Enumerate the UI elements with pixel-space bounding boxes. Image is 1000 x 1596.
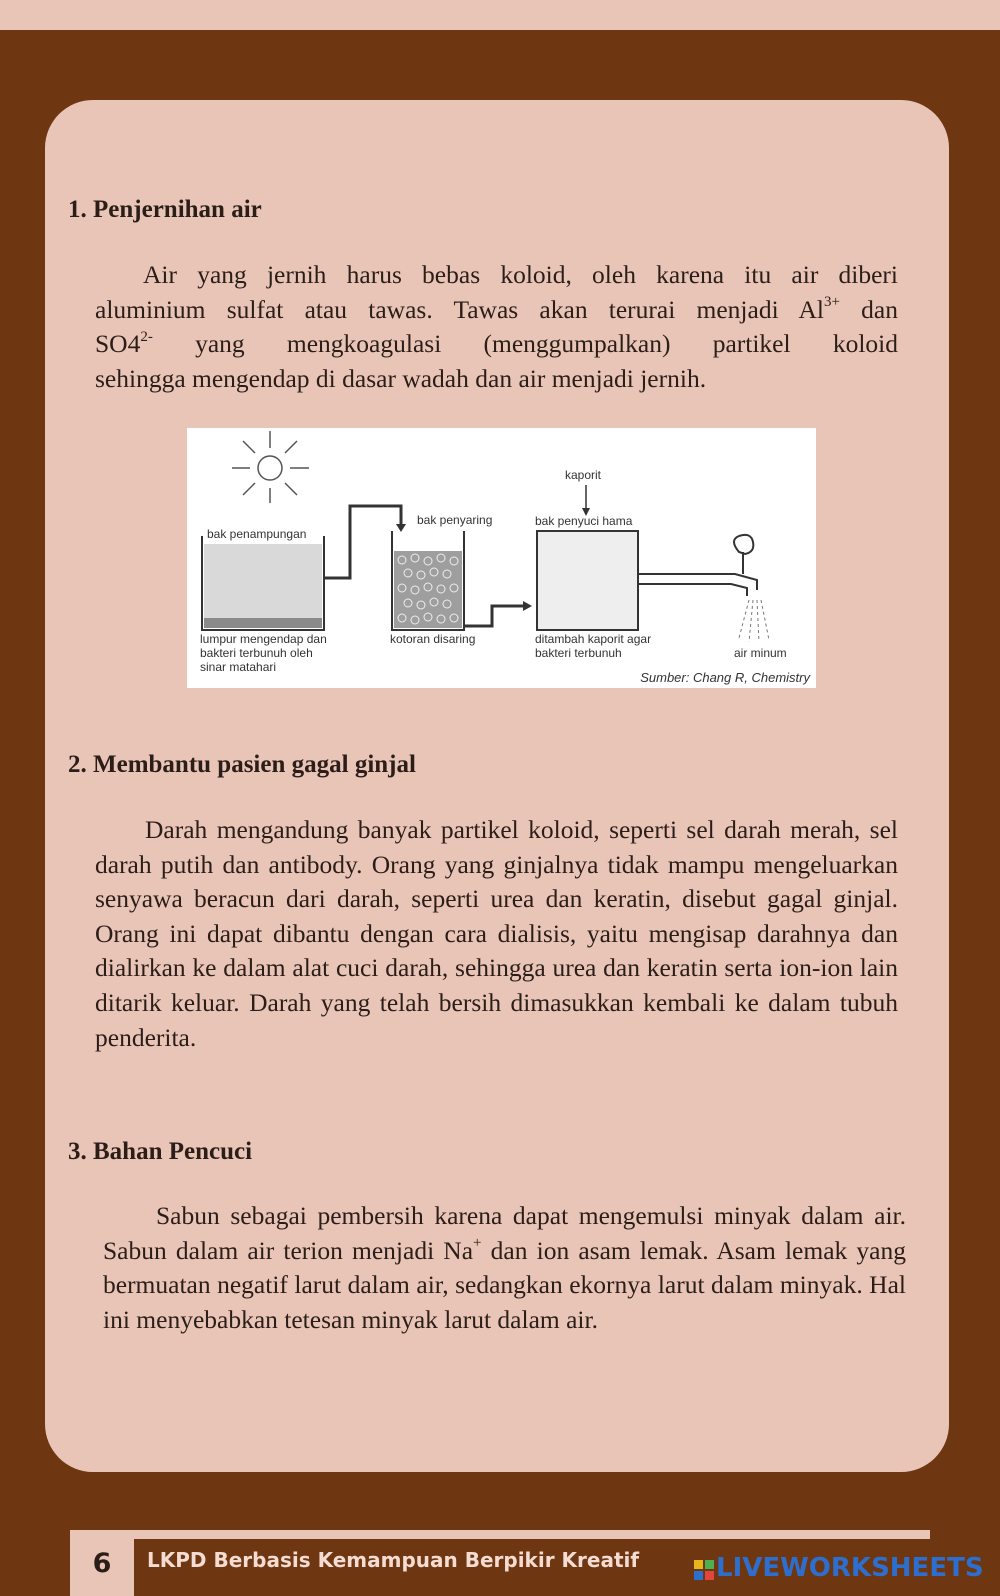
label-lumpur-1: lumpur mengendap dan (200, 632, 327, 646)
figure-source: Sumber: Chang R, Chemistry (640, 670, 810, 685)
label-lumpur-3: sinar matahari (200, 660, 277, 674)
filter-gravel (394, 551, 462, 628)
top-band (0, 0, 1000, 30)
label-ditambah-1: ditambah kaporit agar (535, 632, 652, 646)
footer-title: LKPD Berbasis Kemampuan Berpikir Kreatif (147, 1548, 640, 1572)
liveworksheets-brand[interactable]: LIVEWORKSHEETS (716, 1553, 984, 1583)
label-bak-penampungan: bak penampungan (207, 527, 307, 541)
settling-water (204, 544, 322, 628)
tap-icon (734, 535, 753, 574)
sediment (204, 618, 322, 628)
section1-heading: 1. Penjernihan air (68, 196, 262, 223)
label-air-minum: air minum (734, 646, 787, 660)
section2-paragraph: Darah mengandung banyak partikel koloid, seperti sel darah merah, sel darah putih dan antibody. Orang yang ginjalnya tidak mampu mengeluarkan senyawa beracun dari darah, seperti urea dan keratin, disebut gagal ginjal. Orang ini dapat dibantu dengan cara dialisis, yaitu mengisap darahnya dan dialirkan ke dalam alat cuci darah, sehingga urea dan keratin serta ion-ion lain ditarik keluar. Darah yang telah bersih dimasukkan kembali ke dalam tubuh penderita. (95, 815, 898, 1052)
section2-heading: 2. Membantu pasien gagal ginjal (68, 751, 416, 778)
label-kaporit: kaporit (565, 468, 602, 482)
page-number: 6 (70, 1539, 134, 1596)
footer-line (70, 1530, 930, 1539)
disinfection-tank (537, 531, 638, 630)
label-bak-penyuci-hama: bak penyuci hama (535, 514, 633, 528)
label-lumpur-2: bakteri terbunuh oleh (200, 646, 313, 660)
label-ditambah-2: bakteri terbunuh (535, 646, 622, 660)
liveworksheets-logo-icon (694, 1560, 714, 1580)
section1-paragraph: Air yang jernih harus bebas koloid, oleh karena itu air diberi aluminium sulfat atau tawas. Tawas akan terurai menjadi $Al^{3+}$ dan $SO4^{2-}$ yang mengkoagulasi (menggumpalkan) partikel koloid sehingga mengendap di dasar wadah dan air menjadi jernih. (95, 260, 898, 393)
sun-icon (232, 431, 309, 503)
label-bak-penyaring: bak penyaring (417, 513, 493, 527)
section3-heading: 3. Bahan Pencuci (68, 1138, 253, 1165)
water-spray (739, 600, 769, 642)
water-purification-diagram (187, 428, 816, 688)
label-kotoran: kotoran disaring (390, 632, 476, 646)
section3-paragraph: Sabun sebagai pembersih karena dapat mengemulsi minyak dalam air. Sabun dalam air terion menjadi Na+ dan ion asam lemak. Asam lemak yang bermuatan negatif larut dalam air, sedangkan ekornya larut dalam minyak. Hal ini menyebabkan tetesan minyak larut dalam air. (103, 1201, 906, 1334)
